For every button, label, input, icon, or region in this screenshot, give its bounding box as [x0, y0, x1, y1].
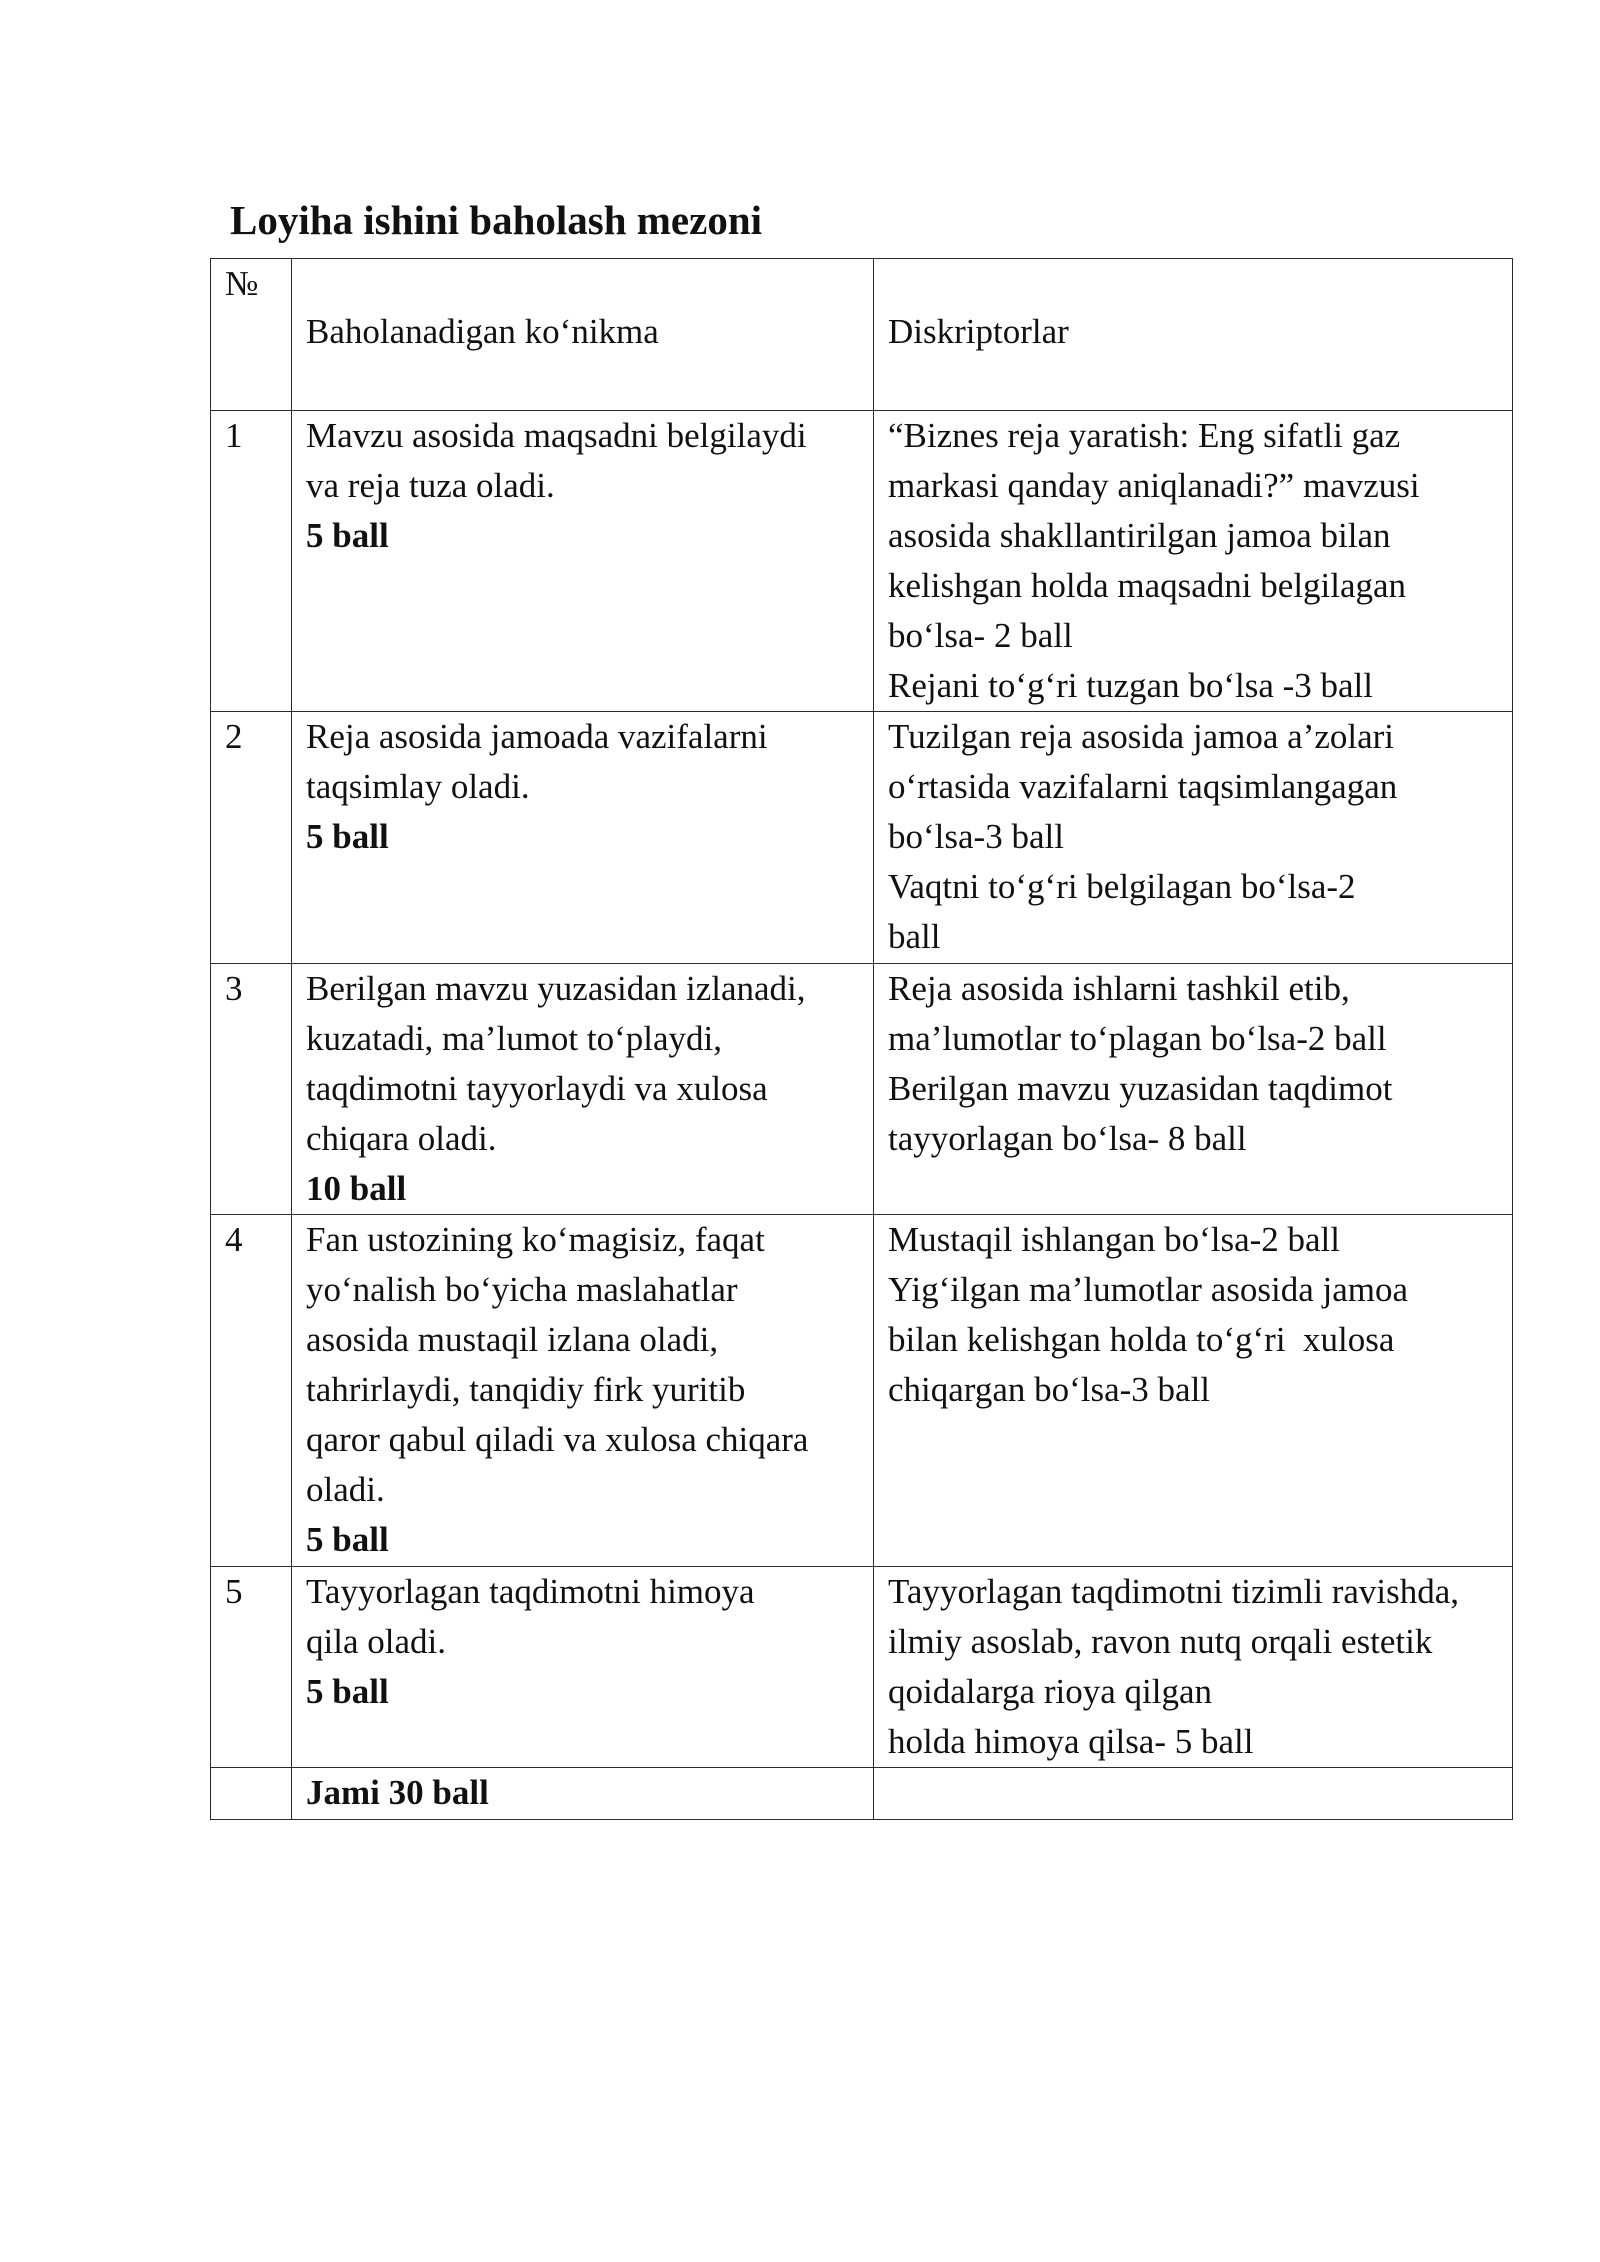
table-row — [211, 1215, 1513, 1567]
descriptor-line: Tuzilgan reja asosida jamoa a’zolari — [888, 717, 1395, 756]
header-number-cell — [211, 259, 292, 411]
skill-points: 5 ball — [306, 1520, 389, 1559]
skill-text-line: asosida mustaqil izlana oladi, — [306, 1320, 719, 1359]
skill-points: 10 ball — [306, 1169, 407, 1208]
descriptor-line: tayyorlagan bo‘lsa- 8 ball — [888, 1119, 1247, 1158]
descriptor-line: ball — [888, 917, 941, 956]
descriptor-line: ilmiy asoslab, ravon nutq orqali estetik — [888, 1622, 1433, 1661]
skill-points: 5 ball — [306, 516, 389, 555]
descriptor-cell — [874, 712, 1513, 964]
row-number: 5 — [225, 1572, 243, 1611]
skill-text-line: Berilgan mavzu yuzasidan izlanadi, — [306, 969, 806, 1008]
skill-cell — [292, 964, 874, 1215]
descriptor-line: Tayyorlagan taqdimotni tizimli ravishda, — [888, 1572, 1460, 1611]
skill-text-line: taqsimlay oladi. — [306, 767, 530, 806]
skill-text-line: Reja asosida jamoada vazifalarni — [306, 717, 768, 756]
row-number-cell — [211, 411, 292, 712]
table-row — [211, 964, 1513, 1215]
header-skill: Baholanadigan ko‘nikma — [306, 312, 659, 351]
skill-text-line: tahrirlaydi, tanqidiy firk yuritib — [306, 1370, 746, 1409]
page-title: Loyiha ishini baholash mezoni — [230, 197, 763, 243]
descriptor-line: ma’lumotlar to‘plagan bo‘lsa-2 ball — [888, 1019, 1387, 1058]
skill-text-line: taqdimotni tayyorlaydi va xulosa — [306, 1069, 768, 1108]
table-row — [211, 712, 1513, 964]
descriptor-line: bo‘lsa- 2 ball — [888, 616, 1073, 655]
descriptor-line: Berilgan mavzu yuzasidan taqdimot — [888, 1069, 1393, 1108]
descriptor-line: “Biznes reja yaratish: Eng sifatli gaz — [888, 416, 1401, 455]
row-number-cell — [211, 1567, 292, 1768]
descriptor-line: holda himoya qilsa- 5 ball — [888, 1722, 1254, 1761]
total-descriptor-cell — [874, 1768, 1513, 1820]
skill-text-line: Fan ustozining ko‘magisiz, faqat — [306, 1220, 765, 1259]
descriptor-line: bo‘lsa-3 ball — [888, 817, 1064, 856]
descriptor-line: Mustaqil ishlangan bo‘lsa-2 ball — [888, 1220, 1341, 1259]
descriptor-line: Rejani to‘g‘ri tuzgan bo‘lsa -3 ball — [888, 666, 1373, 705]
descriptor-line: Yig‘ilgan ma’lumotlar asosida jamoa — [888, 1270, 1409, 1309]
descriptor-line: Vaqtni to‘g‘ri belgilagan bo‘lsa-2 — [888, 867, 1356, 906]
skill-points: 5 ball — [306, 1672, 389, 1711]
descriptor-line: asosida shakllantirilgan jamoa bilan — [888, 516, 1391, 555]
row-number-cell — [211, 1215, 292, 1567]
descriptor-line: markasi qanday aniqlanadi?” mavzusi — [888, 466, 1420, 505]
header-skill-cell — [292, 259, 874, 411]
skill-text-line: kuzatadi, ma’lumot to‘playdi, — [306, 1019, 723, 1058]
skill-points: 5 ball — [306, 817, 389, 856]
header-descriptors: Diskriptorlar — [888, 312, 1069, 351]
descriptor-line: Reja asosida ishlarni tashkil etib, — [888, 969, 1350, 1008]
header-number: № — [225, 264, 259, 303]
descriptor-cell — [874, 1215, 1513, 1567]
skill-cell — [292, 712, 874, 964]
total-points: Jami 30 ball — [306, 1773, 489, 1812]
row-number: 3 — [225, 969, 243, 1008]
total-row — [211, 1768, 1513, 1820]
row-number: 2 — [225, 717, 243, 756]
table-row — [211, 411, 1513, 712]
descriptor-cell — [874, 411, 1513, 712]
row-number: 4 — [225, 1220, 243, 1259]
skill-text-line: va reja tuza oladi. — [306, 466, 555, 505]
table-header-row — [211, 259, 1513, 411]
skill-text-line: yo‘nalish bo‘yicha maslahatlar — [306, 1270, 738, 1309]
skill-cell — [292, 1215, 874, 1567]
skill-text-line: chiqara oladi. — [306, 1119, 497, 1158]
table-row — [211, 1567, 1513, 1768]
assessment-criteria-table — [210, 258, 1513, 1820]
descriptor-cell — [874, 964, 1513, 1215]
row-number-cell — [211, 964, 292, 1215]
total-number-cell — [211, 1768, 292, 1820]
skill-cell — [292, 1567, 874, 1768]
skill-text-line: qaror qabul qiladi va xulosa chiqara — [306, 1420, 809, 1459]
skill-text-line: Tayyorlagan taqdimotni himoya — [306, 1572, 755, 1611]
descriptor-line: o‘rtasida vazifalarni taqsimlangagan — [888, 767, 1398, 806]
descriptor-line: chiqargan bo‘lsa-3 ball — [888, 1370, 1211, 1409]
header-descriptors-cell — [874, 259, 1513, 411]
skill-cell — [292, 411, 874, 712]
descriptor-line: qoidalarga rioya qilgan — [888, 1672, 1212, 1711]
row-number-cell — [211, 712, 292, 964]
skill-text-line: qila oladi. — [306, 1622, 446, 1661]
descriptor-line: bilan kelishgan holda to‘g‘ri xulosa — [888, 1320, 1395, 1359]
row-number: 1 — [225, 416, 243, 455]
skill-text-line: oladi. — [306, 1470, 385, 1509]
descriptor-line: kelishgan holda maqsadni belgilagan — [888, 566, 1407, 605]
skill-text-line: Mavzu asosida maqsadni belgilaydi — [306, 416, 807, 455]
total-cell — [292, 1768, 874, 1820]
descriptor-cell — [874, 1567, 1513, 1768]
